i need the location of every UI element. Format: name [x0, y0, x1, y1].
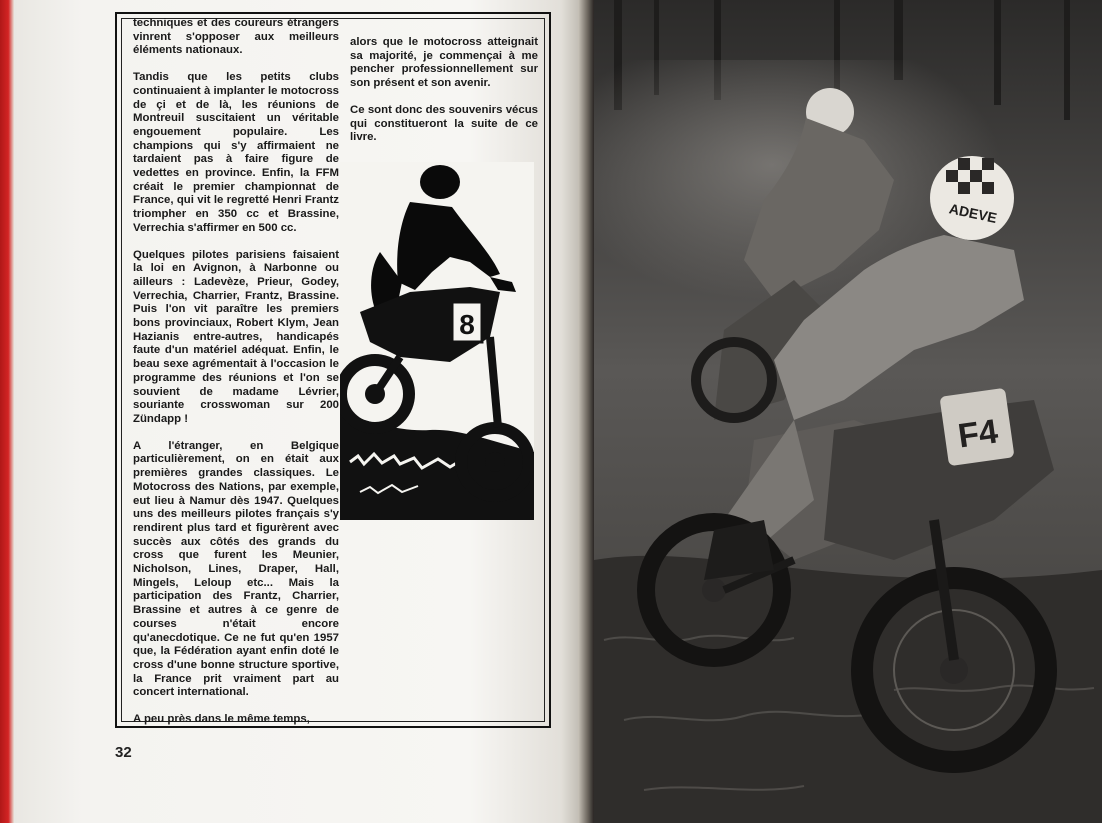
cover-edge — [0, 0, 14, 823]
motocross-riders-photo — [594, 0, 1102, 823]
paragraph: Ce sont donc des souvenirs vécus qui constitueront la suite de ce livre. — [350, 103, 538, 144]
paragraph: Quelques pilotes parisiens faisaient la loi en Avignon, à Narbonne ou ailleurs : Ladevèze, Prieur, Godey, Verrechia, Charrier, Frantz, Brassine. Puis l'on vit paraître les premiers bons provinciaux, Robert Klym, Jean Hazianis entre-autres, handicapés faute d'un matériel adéquat. Enfin, le beau sexe agrémentait à l'occasion le programme des réunions et l'on se souvient de madame Lévrier, souriante crosswoman sur 200 Zündapp ! — [133, 248, 339, 425]
paragraph: alors que le motocross atteignait sa majorité, je commençai à me pencher professionnellement sur son présent et son avenir. — [350, 36, 538, 90]
right-page — [594, 0, 1102, 823]
paragraph: A l'étranger, en Belgique particulièrement, on en était aux premières grandes classiques. Le Motocross des Nations, par exemple, eut lieu à Namur dès 1947. Quelques uns des meilleurs pilotes français s'y rendirent plus tard et figurèrent avec succès aux côtés des grands du cross que furent les Meunier, Nicholson, Lines, Draper, Hall, Mingels, Leloup etc... Mais la participation des Frantz, Charrier, Brassine et autres à ce genre de courses n'était encore qu'anecdotique. Ce ne fut qu'en 1957 que, la Fédération ayant enfin doté le cross d'une bonne structure sportive, la France prit vraiment part au concert international. — [133, 439, 339, 699]
plate-number: 8 — [459, 309, 475, 340]
book-gutter — [578, 0, 594, 823]
right-text-column — [350, 36, 538, 158]
paragraph: A peu près dans le même temps, — [133, 713, 310, 726]
page-number: 32 — [115, 744, 132, 761]
helmet-lettering: ADEVE — [947, 200, 999, 226]
jumping-rider-photo — [340, 162, 534, 520]
paragraph: techniques et des coureurs étrangers vinrent s'opposer aux meilleurs éléments nationaux. — [133, 17, 339, 57]
paragraph: Tandis que les petits clubs continuaient à implanter le motocross de çi et de là, les réunions de Montreuil suscitaient un véritable engouement populaire. Les champions qui s'y affirmaient ne tardaient pas à faire figure de vedettes en province. Enfin, la FFM créait le premier championnat de France, qui vit le regretté Henri Frantz triompher en 350 cc et Brassine, Verrechia s'affirmer en 500 cc. — [133, 71, 339, 234]
front-plate: F4 — [955, 412, 1001, 456]
left-text-column — [133, 17, 339, 740]
